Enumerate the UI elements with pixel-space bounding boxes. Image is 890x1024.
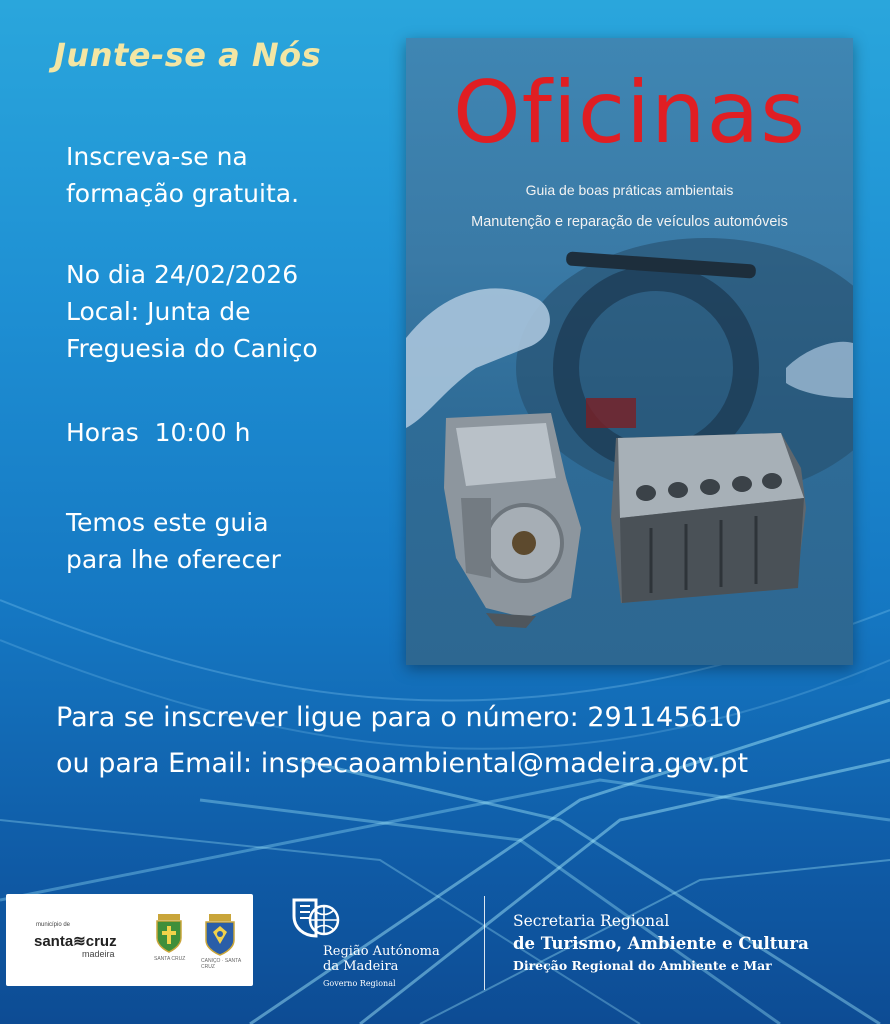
location-line-2: Freguesia do Caniço [66, 334, 318, 363]
guide-cover [406, 38, 853, 665]
engine-block-right [611, 433, 806, 603]
canico-crest-icon [201, 914, 239, 956]
region-line-1: Região Autónoma [323, 944, 440, 959]
crest-2-caption: CANIÇO · SANTA CRUZ [201, 958, 241, 970]
footer-divider [484, 896, 485, 990]
municipality-logos [6, 894, 253, 986]
region-government: Governo Regional [323, 979, 396, 988]
region-name [323, 944, 440, 974]
offer-line-1: Temos este guia [66, 508, 269, 537]
offer-line-2: para lhe oferecer [66, 545, 281, 574]
secretariat-line-3: Direção Regional do Ambiente e Mar [513, 958, 772, 973]
intro-line-2: formação gratuita. [66, 179, 300, 208]
intro-line-1: Inscreva-se na [66, 142, 248, 171]
secretariat-line-1: Secretaria Regional [513, 912, 670, 930]
region-line-2: da Madeira [323, 959, 399, 974]
santa-cruz-logo: santa≋cruz [34, 933, 117, 950]
secretariat-line-2: de Turismo, Ambiente e Cultura [513, 934, 809, 953]
santa-cruz-region: madeira [82, 949, 115, 959]
contact-phone: Para se inscrever ligue para o número: 291145610 [56, 702, 742, 733]
offer-text [66, 504, 281, 578]
cover-title: Oficinas [452, 63, 807, 163]
cover-subtitle-1: Guia de boas práticas ambientais [525, 182, 734, 198]
regiao-autonoma-emblem-icon [290, 896, 342, 948]
contact-email: ou para Email: inspecaoambiental@madeira.gov.pt [56, 748, 749, 779]
headline: Junte-se a Nós [54, 36, 322, 74]
hours-line: Horas 10:00 h [66, 418, 251, 447]
location-line-1: Local: Junta de [66, 297, 251, 326]
event-details [66, 256, 318, 367]
municipality-small-label: município de [36, 922, 71, 928]
crest-1-caption: SANTA CRUZ [154, 956, 186, 962]
cover-subtitle-2: Manutenção e reparação de veículos automóveis [471, 214, 788, 230]
santa-cruz-crest-icon [154, 914, 184, 954]
hours-text [66, 414, 250, 451]
date-line: No dia 24/02/2026 [66, 260, 299, 289]
intro-text [66, 138, 299, 212]
